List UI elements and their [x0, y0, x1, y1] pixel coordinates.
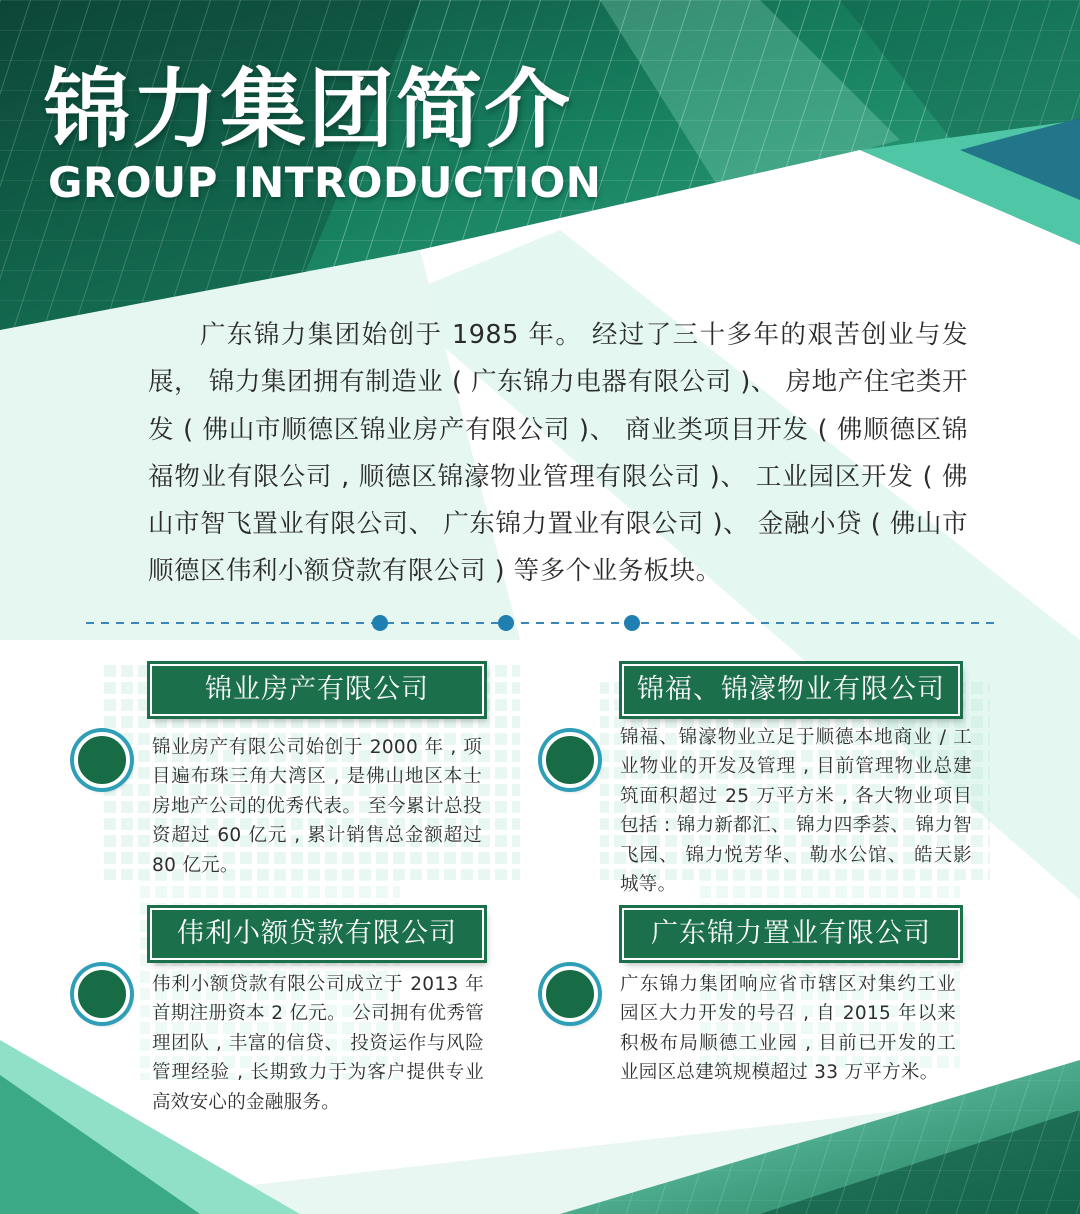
bullet-circle-icon [542, 732, 598, 788]
bullet-circle-icon [74, 732, 130, 788]
bullet-circle-icon [542, 966, 598, 1022]
divider-dot-icon [498, 615, 514, 631]
intro-paragraph: 广东锦力集团始创于 1985 年。 经过了三十多年的艰苦创业与发展， 锦力集团拥有制造业 ( 广东锦力电器有限公司 )、 房地产住宅类开发 ( 佛山市顺德区锦业房产有限公司 )、 商业类项目开发 ( 佛顺德区锦福物业有限公司 , 顺德区锦濠物业管理有限公司 )、 工业园区开发 ( 佛山市智飞置业有限公司、 广东锦力置业有限公司 )、 金融小贷 ( 佛山市顺德区伟利小额贷款有限公司 ) 等多个业务板块。 [148, 320, 968, 587]
divider-dot-icon [624, 615, 640, 631]
company-description: 锦业房产有限公司始创于 2000 年 , 项目遍布珠三角大湾区 , 是佛山地区本士房地产公司的优秀代表。 至今累计总投资超过 60 亿元 , 累计销售总金额超过 80 亿元。 [152, 737, 482, 876]
company-title-badge: 锦业房产有限公司 [150, 664, 484, 716]
divider-dot-icon [372, 615, 388, 631]
company-description: 锦福、锦濠物业立足于顺德本地商业 / 工业物业的开发及管理 , 目前管理物业总建筑面积超过 25 万平方米 , 各大物业项目包括 : 锦力新都汇、 锦力四季荟、 锦力智飞园、 锦力悦芳华、 勒水公馆、 皓天影城等。 [620, 727, 972, 896]
page-subtitle: GROUP INTRODUCTION [48, 158, 602, 207]
company-title-badge: 锦福、锦濠物业有限公司 [622, 664, 960, 716]
page-title: 锦力集团简介 [44, 59, 572, 160]
company-title-badge: 伟利小额贷款有限公司 [150, 908, 484, 960]
section-divider [86, 608, 998, 638]
company-description: 伟利小额贷款有限公司成立于 2013 年首期注册资本 2 亿元。 公司拥有优秀管理团队 , 丰富的信贷、 投资运作与风险管理经验 , 长期致力于为客户提供专业高效安心的金融服务。 [152, 974, 484, 1113]
bullet-circle-icon [74, 966, 130, 1022]
company-title-badge: 广东锦力置业有限公司 [622, 908, 960, 960]
company-description: 广东锦力集团响应省市辖区对集约工业园区大力开发的号召 , 自 2015 年以来积极布局顺德工业园 , 目前已开发的工业园区总建筑规模超过 33 万平方米。 [620, 974, 956, 1084]
